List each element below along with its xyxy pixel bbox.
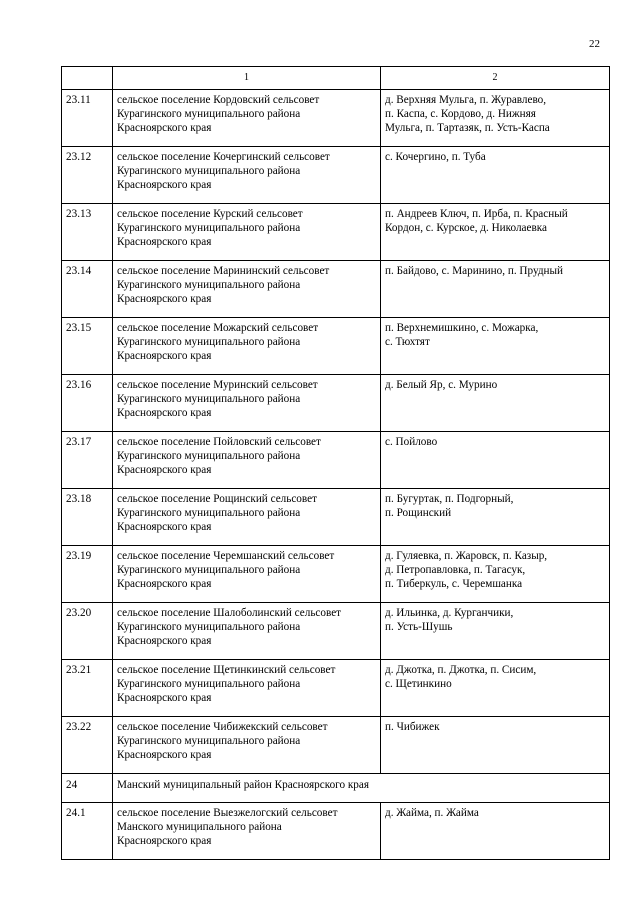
municipality-name: сельское поселение Черемшанский сельсовет Курагинского муниципального района Красноярского края (113, 546, 381, 603)
table-header-row (62, 67, 610, 90)
settlements-list: с. Кочергино, п. Туба (381, 147, 610, 204)
table-row (62, 261, 610, 318)
settlements-list: п. Верхнемишкино, с. Можарка, с. Тюхтят (381, 318, 610, 375)
municipality-name: сельское поселение Кордовский сельсовет Курагинского муниципального района Красноярского края (113, 90, 381, 147)
page-number: 22 (589, 38, 600, 50)
row-number: 23.21 (62, 660, 113, 717)
row-number: 23.11 (62, 90, 113, 147)
header-cell-number (62, 67, 113, 90)
row-number: 24.1 (62, 803, 113, 860)
municipality-name: сельское поселение Марининский сельсовет Курагинского муниципального района Красноярского края (113, 261, 381, 318)
row-number: 23.16 (62, 375, 113, 432)
row-number: 23.19 (62, 546, 113, 603)
municipality-name: сельское поселение Чибижекский сельсовет Курагинского муниципального района Красноярского края (113, 717, 381, 774)
settlements-list: п. Андреев Ключ, п. Ирба, п. Красный Кордон, с. Курское, д. Николаевка (381, 204, 610, 261)
municipality-name: сельское поселение Муринский сельсовет Курагинского муниципального района Красноярского края (113, 375, 381, 432)
row-number: 23.14 (62, 261, 113, 318)
header-cell-2: 2 (381, 67, 610, 90)
table-row (62, 318, 610, 375)
settlements-list: д. Белый Яр, с. Мурино (381, 375, 610, 432)
municipality-name: сельское поселение Курский сельсовет Курагинского муниципального района Красноярского края (113, 204, 381, 261)
settlements-list: д. Верхняя Мульга, п. Журавлево, п. Каспа, с. Кордово, д. Нижняя Мульга, п. Тартазяк, п. Усть-Каспа (381, 90, 610, 147)
row-number: 23.13 (62, 204, 113, 261)
municipality-name: сельское поселение Щетинкинский сельсовет Курагинского муниципального района Красноярского края (113, 660, 381, 717)
table-row (62, 204, 610, 261)
municipality-name: сельское поселение Шалоболинский сельсовет Курагинского муниципального района Красноярского края (113, 603, 381, 660)
settlements-list: д. Гуляевка, п. Жаровск, п. Казыр, д. Петропавловка, п. Тагасук, п. Тиберкуль, с. Черемшанка (381, 546, 610, 603)
row-number: 23.22 (62, 717, 113, 774)
table-row (62, 489, 610, 546)
table-row (62, 90, 610, 147)
settlements-list: с. Пойлово (381, 432, 610, 489)
table-row (62, 546, 610, 603)
settlements-list: п. Бугуртак, п. Подгорный, п. Рощинский (381, 489, 610, 546)
row-number: 23.18 (62, 489, 113, 546)
table-row (62, 660, 610, 717)
region-row (62, 774, 610, 803)
settlements-table (61, 66, 610, 860)
row-number: 23.15 (62, 318, 113, 375)
row-number: 23.17 (62, 432, 113, 489)
municipality-name: сельское поселение Кочергинский сельсовет Курагинского муниципального района Красноярского края (113, 147, 381, 204)
settlements-list: д. Жайма, п. Жайма (381, 803, 610, 860)
table-row (62, 803, 610, 860)
region-name: Манский муниципальный район Красноярского края (113, 774, 610, 803)
table-row (62, 603, 610, 660)
table-row (62, 147, 610, 204)
table-row (62, 432, 610, 489)
municipality-name: сельское поселение Рощинский сельсовет Курагинского муниципального района Красноярского края (113, 489, 381, 546)
table-row (62, 717, 610, 774)
row-number: 23.20 (62, 603, 113, 660)
settlements-list: п. Чибижек (381, 717, 610, 774)
municipality-name: сельское поселение Выезжелогский сельсовет Манского муниципального района Красноярского края (113, 803, 381, 860)
settlements-list: д. Ильинка, д. Курганчики, п. Усть-Шушь (381, 603, 610, 660)
row-number: 23.12 (62, 147, 113, 204)
table-row (62, 375, 610, 432)
header-cell-1: 1 (113, 67, 381, 90)
municipality-name: сельское поселение Можарский сельсовет Курагинского муниципального района Красноярского края (113, 318, 381, 375)
municipality-name: сельское поселение Пойловский сельсовет Курагинского муниципального района Красноярского края (113, 432, 381, 489)
settlements-list: п. Байдово, с. Маринино, п. Прудный (381, 261, 610, 318)
region-number: 24 (62, 774, 113, 803)
settlements-list: д. Джотка, п. Джотка, п. Сисим, с. Щетинкино (381, 660, 610, 717)
